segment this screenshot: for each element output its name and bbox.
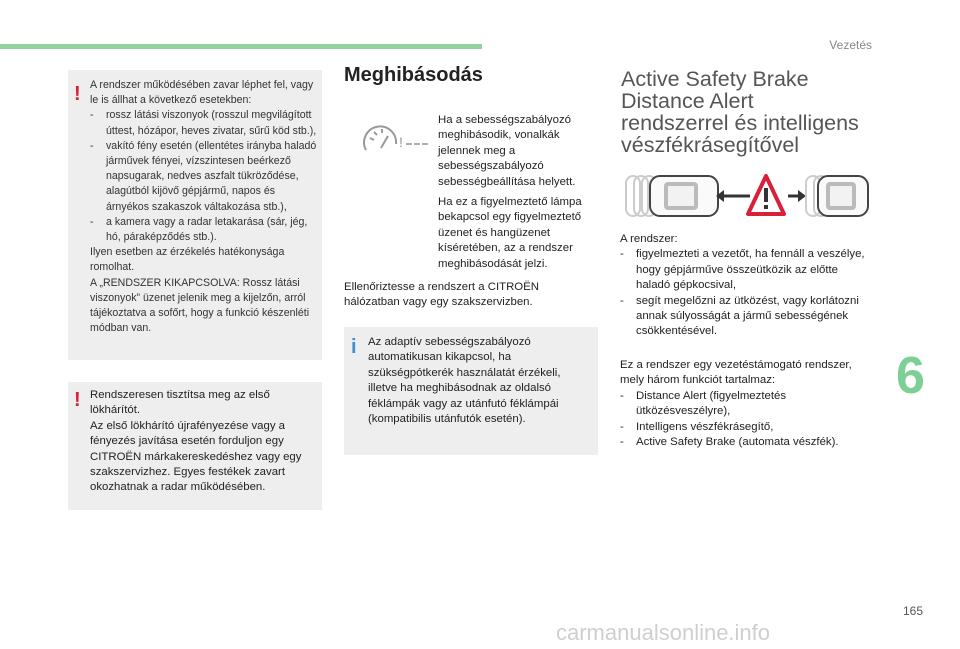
info-box-spare-wheel [344, 327, 598, 455]
section-heading-fault: Meghibásodás [344, 64, 483, 86]
list-item: - Active Safety Brake (automata vészfék). [620, 436, 839, 449]
warning-box-bumper [68, 382, 322, 510]
box1-p2: Ilyen esetben az érzékelés hatékonysága romolhat. [90, 246, 285, 274]
list-item: - Distance Alert (figyelmeztetés ütközésveszélyre), [620, 389, 787, 418]
speed-regulator-fault-icon [362, 122, 430, 158]
box2-p1: Rendszeresen tisztítsa meg az első lökhárítót. [90, 389, 270, 417]
asb-intro: A rendszer: [620, 233, 678, 245]
list-item: - Intelligens vészfékrásegítő, [620, 420, 774, 433]
fault-warning-lamp-text: Ha ez a figyelmeztető lámpa bekapcsol egy figyelmeztető üzenet és hangüzenet kíséretében, az a rendszer meghibásodását jelzi. [438, 196, 582, 270]
list-item: - a kamera vagy a radar letakarása (sár, jég, hó, páraképződés stb.). [90, 215, 308, 244]
svg-text:!: ! [399, 134, 403, 150]
fault-check-text: Ellenőriztesse a rendszert a CITROËN hálózatban vagy egy szakszervizben. [344, 281, 539, 309]
list-item: - figyelmezteti a vezetőt, ha fennáll a veszélye, hogy gépjárműve összeütközik az előtte haladó gépkocsival, [620, 248, 865, 292]
info-icon: i [351, 336, 357, 358]
list-item: - vakító fény esetén (ellentétes irányba haladó járművek fényei, vízszintesen beérkező napsugarak, nedves aszfalt tükröződése, alagútból kijövő gépjármű, napos és árnyékos szakaszok váltakozása stb.), [90, 139, 317, 213]
chapter-color-bar [0, 44, 482, 49]
list-item: - segít megelőzni az ütközést, vagy korlátozni annak súlyosságát a jármű sebességének csökkentésével. [620, 294, 859, 338]
box2-p2: Az első lökhárító újrafényezése vagy a fényezés javítása esetén forduljon egy CITROËN márkakereskedéshez vagy egy szakszervizhez. Egyes festékek zavart okozhatnak a radar működésében. [90, 419, 302, 494]
collision-illustration [620, 168, 870, 224]
page-number: 165 [903, 604, 924, 618]
chapter-number: 6 [896, 347, 925, 405]
box1-p3: A „RENDSZER KIKAPCSOLVA: Rossz látási viszonyok” üzenet jelenik meg a kijelzőn, arról tájékoztatva a sofőrt, hogy a funkció készenléti módban van. [90, 276, 310, 335]
section-heading-asb: Active Safety Brake Distance Alert rendszerrel és intelligens vészfékrásegítővel [621, 67, 859, 157]
warning-icon: ! [74, 389, 81, 411]
watermark: carmanualsonline.info [556, 620, 771, 645]
info-text: Az adaptív sebességszabályozó automatikusan kikapcsol, ha szükségpótkerék használatát érzékeli, illetve ha meghibásodnak az oldalsó féklámpák vagy az utánfutó féklámpái (kompatibilis utánfutók esetén). [368, 336, 561, 426]
box1-intro: A rendszer működésében zavar léphet fel, vagy le is állhat a következő esetekben: [90, 79, 314, 107]
warning-icon: ! [74, 83, 81, 105]
list-item: - rossz látási viszonyok (rosszul megvilágított úttest, hózápor, heves zivatar, sűrű köd stb.), [90, 109, 317, 137]
warning-box-conditions [68, 70, 322, 360]
section-title: Vezetés [829, 38, 872, 52]
asb-functions-intro: Ez a rendszer egy vezetéstámogató rendszer, mely három funkciót tartalmaz: [620, 359, 852, 387]
fault-icon-text: Ha a sebességszabályozó meghibásodik, vonalkák jelennek meg a sebességszabályozó sebességbeállítása helyett. [438, 114, 576, 188]
